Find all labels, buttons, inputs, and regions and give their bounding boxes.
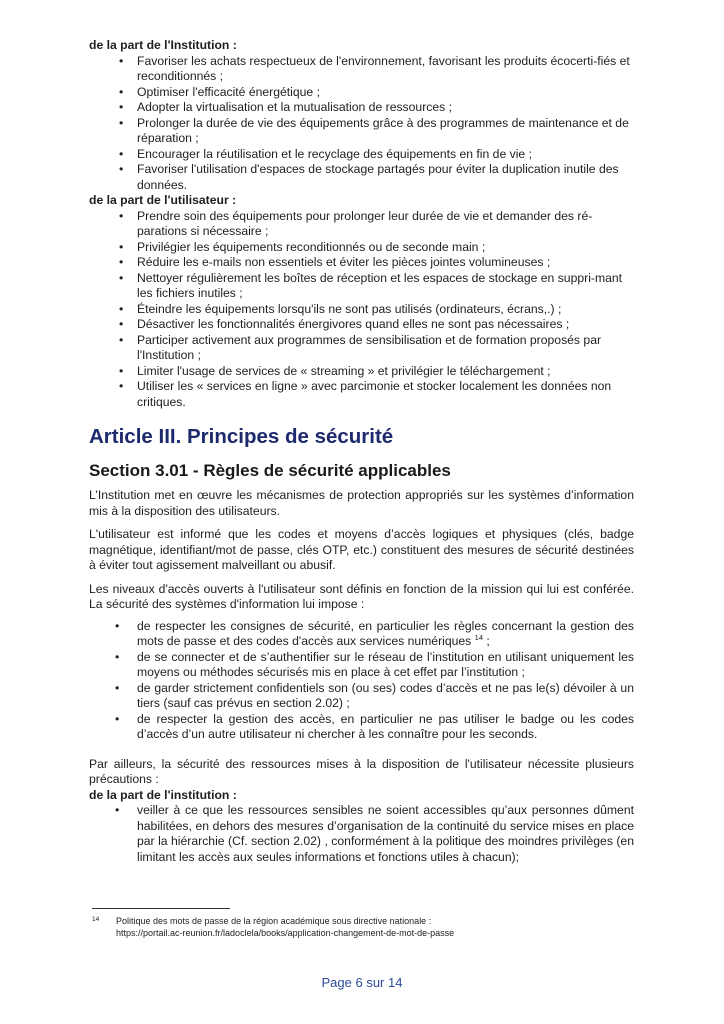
footnote-separator xyxy=(92,908,230,909)
user-list xyxy=(89,209,634,411)
footnote-number: 14 xyxy=(92,916,100,923)
list-item: • de respecter les consignes de sécurité, en particulier les règles concernant la gestion des mots de passe et des codes d'accès aux services numériques $^{14}$ ; xyxy=(137,619,634,650)
paragraph: Par ailleurs, la sécurité des ressources mises à la disposition de l'utilisateur nécessite plusieurs précautions : xyxy=(89,756,634,786)
list-item: • veiller à ce que les ressources sensibles ne soient accessibles qu’aux personnes dûment habilitées, en dehors des mesures d’organisation de la continuité du service mises en place par la hiérarchie (Cf. section 2.02) , conformément à la politique des moindres privilèges (en limitant les accès aux seules informations et fonctions utiles à chacun); xyxy=(137,803,634,865)
paragraph: Les niveaux d'accès ouverts à l'utilisateur sont définis en fonction de la mission qui lui est conférée. La sécurité des systèmes d'information lui impose : xyxy=(89,581,634,611)
obligations-list xyxy=(89,619,634,743)
list-item: • Participer activement aux programmes de sensibilisation et de formation proposés par l'Institution ; xyxy=(137,333,634,364)
paragraph: L'utilisateur est informé que les codes et moyens d’accès logiques et physiques (clés, badge magnétique, identifiant/mot de passe, clés OTP, etc.) constituent des mesures de sécurité destinées à éviter tout agissement malveillant ou abusif. xyxy=(89,527,634,572)
footnote xyxy=(92,915,612,939)
article-heading: Article III. Principes de sécurité xyxy=(89,425,394,448)
institution-list xyxy=(89,54,634,194)
list-item: • Nettoyer régulièrement les boîtes de réception et les espaces de stockage en suppri-mant les fichiers inutiles ; xyxy=(137,271,634,302)
list-item: • Prendre soin des équipements pour prolonger leur durée de vie et demander des ré-parations si nécessaire ; xyxy=(137,209,634,240)
footnote-text: Politique des mots de passe de la région académique sous directive nationale : xyxy=(116,916,432,926)
list-item: • de se connecter et de s’authentifier sur le réseau de l’institution en utilisant uniquement les moyens ou méthodes sécurisés mis en place à cet effet par l’institution ; xyxy=(137,650,634,681)
institution-precautions-list xyxy=(89,803,634,865)
section-heading: Section 3.01 - Règles de sécurité applicables xyxy=(89,461,451,480)
list-item: • Éteindre les équipements lorsqu'ils ne sont pas utilisés (ordinateurs, écrans,.) ; xyxy=(137,302,634,318)
list-item: • Encourager la réutilisation et le recyclage des équipements en fin de vie ; xyxy=(137,147,634,163)
list-item: • Utiliser les « services en ligne » avec parcimonie et stocker localement les données non critiques. xyxy=(137,379,634,410)
list-item: • Privilégier les équipements reconditionnés ou de seconde main ; xyxy=(137,240,634,256)
footnote-ref[interactable]: 14 xyxy=(474,632,484,642)
page-number: Page 6 sur 14 xyxy=(321,975,403,990)
paragraph: L’Institution met en œuvre les mécanismes de protection appropriés sur les systèmes d’information mis à la disposition des utilisateurs. xyxy=(89,488,634,518)
list-item: • Limiter l'usage de services de « streaming » et privilégier le téléchargement ; xyxy=(137,364,634,380)
institution-label-2: de la part de l'institution : xyxy=(89,787,237,802)
list-item: • Prolonger la durée de vie des équipements grâce à des programmes de maintenance et de réparation ; xyxy=(137,116,634,147)
list-item: • de garder strictement confidentiels son (ou ses) codes d’accès et ne pas le(s) dévoiler à un tiers (sauf cas prévus en section 2.02) ; xyxy=(137,681,634,712)
list-item: • Réduire les e-mails non essentiels et éviter les pièces jointes volumineuses ; xyxy=(137,255,634,271)
list-item: • Favoriser les achats respectueux de l'environnement, favorisant les produits écocerti-fiés et reconditionnés ; xyxy=(137,54,634,85)
list-item: • Favoriser l'utilisation d'espaces de stockage partagés pour éviter la duplication inutile des données. xyxy=(137,162,634,193)
list-item: • Adopter la virtualisation et la mutualisation de ressources ; xyxy=(137,100,634,116)
list-item: • Optimiser l'efficacité énergétique ; xyxy=(137,85,634,101)
footnote-link[interactable]: https://portail.ac-reunion.fr/ladoclela/books/application-changement-de-mot-de-passe xyxy=(116,928,455,938)
user-label: de la part de l'utilisateur : xyxy=(89,193,237,207)
list-item: • Désactiver les fonctionnalités énergivores quand elles ne sont pas nécessaires ; xyxy=(137,317,634,333)
list-item: • de respecter la gestion des accès, en particulier ne pas utiliser le badge ou les codes d’accès d’un autre utilisateur ni chercher à les connaître pour les seconds. xyxy=(137,712,634,743)
document-page xyxy=(89,38,634,879)
institution-label: de la part de l'Institution : xyxy=(89,38,237,52)
